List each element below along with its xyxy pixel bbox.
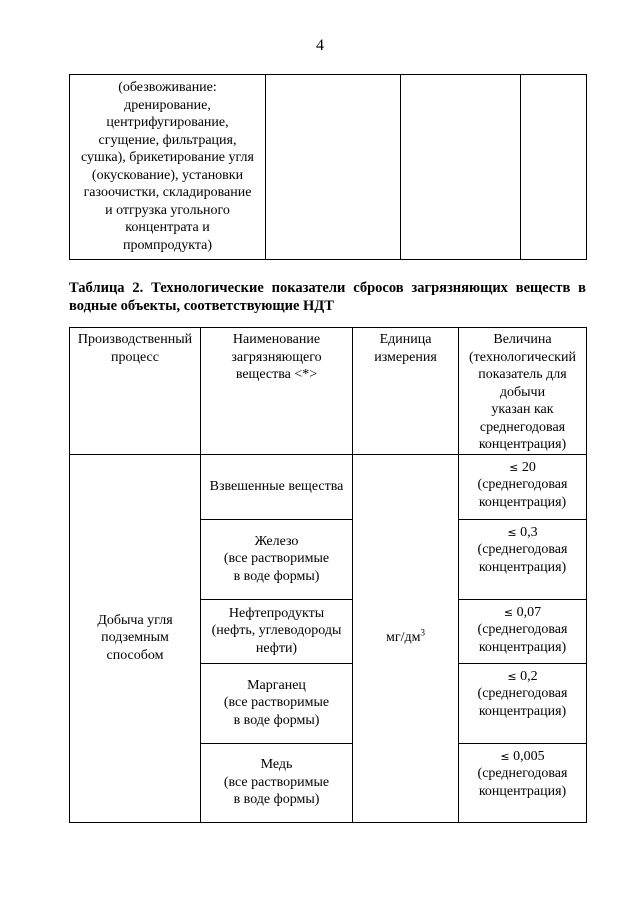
- text-line: промпродукта): [122, 237, 213, 253]
- table-row: [70, 454, 587, 822]
- substance-cell: [201, 599, 352, 663]
- value-note: (среднегодовая: [477, 477, 568, 492]
- header-line: среднегодовая: [479, 419, 566, 435]
- unit-cell: [353, 454, 459, 822]
- header-line: Наименование: [232, 332, 321, 347]
- header-line: загрязняющего: [231, 349, 322, 365]
- value-note: концентрация): [478, 703, 567, 719]
- page-number: 4: [316, 37, 324, 54]
- substance-name: Железо: [254, 533, 299, 549]
- header-substance: [201, 328, 353, 455]
- value-note: (среднегодовая: [477, 622, 568, 637]
- substance-cell: [201, 743, 352, 822]
- header-line: концентрация): [478, 437, 567, 452]
- less-or-equal-symbol: ≤: [503, 605, 514, 619]
- value-column: [459, 454, 587, 822]
- text-line: (окускование), установки: [91, 167, 244, 183]
- caption-line: Таблица 2. Технологические показатели сбросов загрязняющих веществ в: [69, 280, 586, 296]
- value-cell: [459, 743, 586, 822]
- header-process: [70, 328, 201, 455]
- header-line: измерения: [374, 349, 437, 365]
- substance-detail: в воде формы): [233, 792, 320, 808]
- value-cell: [459, 519, 586, 599]
- text-line: центрифугирование,: [106, 115, 229, 130]
- process-line: Добыча угля: [97, 612, 173, 628]
- header-line: (технологический: [469, 349, 576, 365]
- text-line: и отгрузка угольного: [105, 202, 230, 218]
- value-number: 0,005: [513, 748, 545, 764]
- substance-detail: в воде формы): [233, 568, 320, 584]
- table-cell: [401, 75, 521, 260]
- process-cell: [70, 454, 201, 822]
- table-caption: [69, 280, 586, 315]
- process-line: подземным: [101, 630, 169, 646]
- value-note: (среднегодовая: [477, 542, 568, 557]
- value-list: [459, 455, 586, 822]
- substance-cell: [201, 455, 352, 520]
- header-value: [459, 328, 587, 455]
- substance-name: Марганец: [247, 677, 306, 693]
- value-cell: [459, 599, 586, 663]
- substance-cell: [201, 663, 352, 743]
- process-line: способом: [106, 647, 164, 663]
- value-number: 0,3: [520, 524, 538, 540]
- substance-detail: (все растворимые: [223, 774, 330, 790]
- less-or-equal-symbol: ≤: [507, 669, 517, 683]
- substance-name: Медь: [260, 757, 293, 773]
- value-number: 0,07: [516, 604, 542, 620]
- substance-list: [201, 455, 352, 822]
- text-line: (обезвоживание:: [118, 80, 217, 95]
- substance-detail: (нефть, углеводороды: [211, 623, 342, 639]
- text-line: сгущение, фильтрация,: [98, 132, 237, 148]
- table-header-row: [70, 328, 587, 455]
- substance-column: [201, 454, 353, 822]
- header-unit: [353, 328, 459, 455]
- header-line: указан как: [491, 402, 554, 417]
- process-description: [70, 75, 265, 254]
- value-cell: [459, 663, 586, 743]
- header-line: вещества <*>: [235, 367, 318, 382]
- text-line: газоочистки, складирование: [83, 185, 252, 200]
- less-or-equal-symbol: ≤: [507, 525, 517, 539]
- substance-detail: в воде формы): [233, 712, 320, 728]
- header-line: процесс: [111, 349, 159, 365]
- value-note: (среднегодовая: [477, 766, 568, 781]
- less-or-equal-symbol: ≤: [500, 749, 510, 763]
- substance-name: Взвешенные вещества: [209, 478, 344, 494]
- text-line: дренирование,: [124, 97, 211, 113]
- value-number: 0,2: [520, 668, 538, 684]
- table-cell: [70, 75, 266, 260]
- value-number: 20: [521, 459, 536, 475]
- value-cell: [459, 455, 586, 520]
- value-note: концентрация): [478, 783, 567, 799]
- table-cell: [266, 75, 401, 260]
- less-or-equal-symbol: ≤: [509, 460, 519, 474]
- substance-detail: нефти): [255, 640, 298, 656]
- value-note: (среднегодовая: [477, 686, 568, 701]
- continued-table: [69, 74, 587, 260]
- table-cell: [521, 75, 587, 260]
- header-line: Производственный: [77, 332, 193, 347]
- substance-detail: (все растворимые: [223, 551, 330, 567]
- value-note: концентрация): [478, 494, 567, 510]
- text-line: сушка), брикетирование угля: [81, 150, 254, 165]
- discharge-indicators-table: [69, 327, 587, 823]
- table-row: [70, 75, 587, 260]
- caption-line: водные объекты, соответствующие НДТ: [69, 297, 334, 314]
- substance-cell: [201, 519, 352, 599]
- substance-name: Нефтепродукты: [228, 605, 325, 621]
- header-line: показатель для добычи: [478, 367, 567, 400]
- substance-detail: (все растворимые: [223, 695, 330, 711]
- unit-text: мг/дм: [386, 630, 421, 646]
- header-line: Единица: [379, 332, 432, 347]
- value-note: концентрация): [478, 639, 567, 655]
- header-line: Величина: [493, 332, 552, 347]
- text-line: концентрата и: [125, 220, 210, 235]
- value-note: концентрация): [478, 559, 567, 575]
- unit-superscript: 3: [420, 627, 425, 638]
